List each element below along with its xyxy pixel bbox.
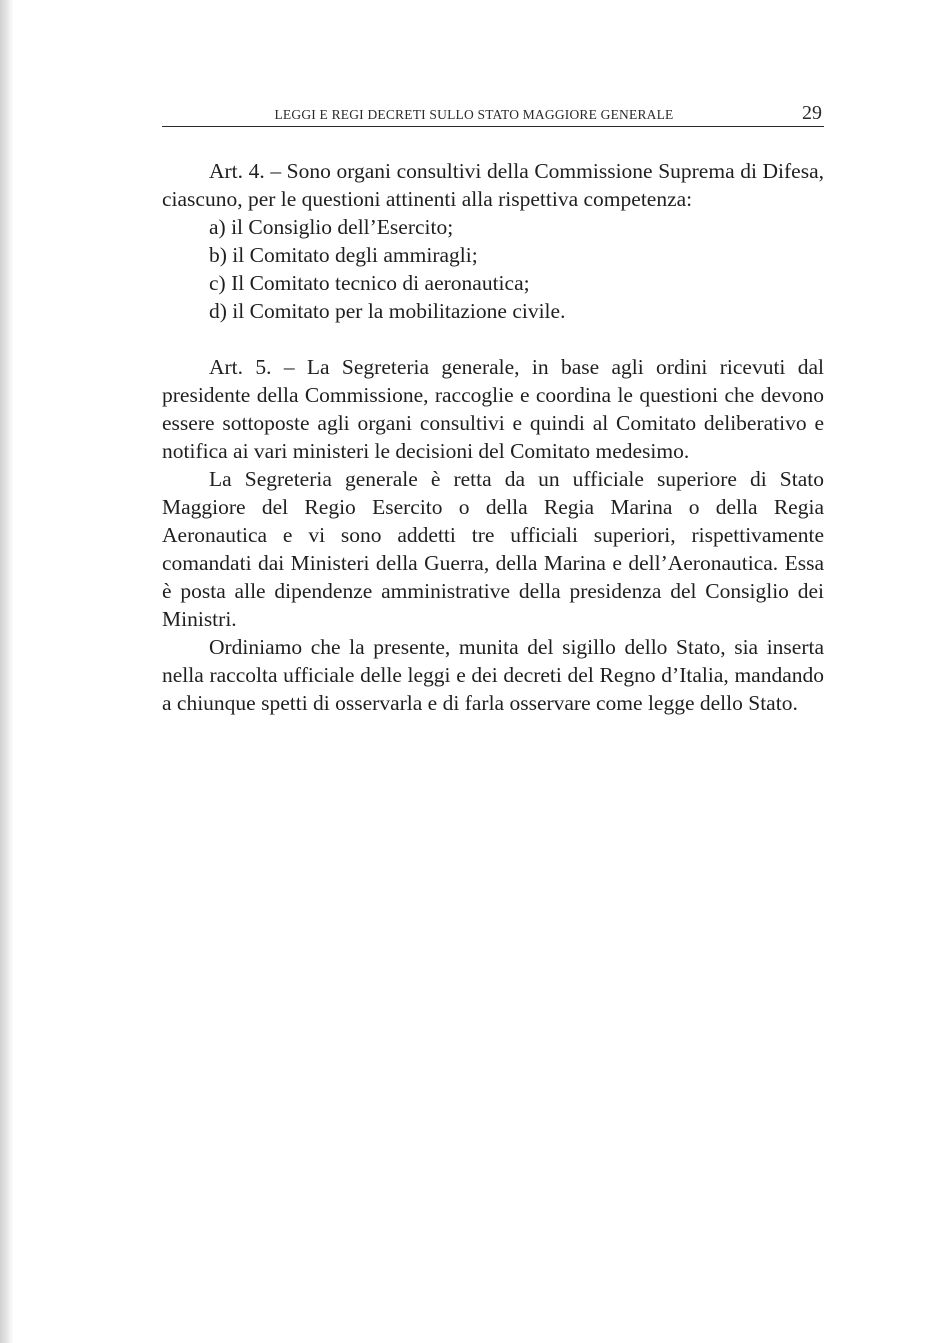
page-number: 29	[802, 102, 822, 124]
art5-paragraph-1: Art. 5. – La Segreteria generale, in base agli ordini ricevuti dal presidente della Commissione, raccoglie e coordina le questioni che devono essere sottoposte agli organi consultivi e quindi al Comitato deliberativo e notifica ai vari ministeri le decisioni del Comitato medesimo.	[162, 355, 824, 463]
art4-item-b: b) il Comitato degli ammiragli;	[209, 243, 478, 267]
page-header	[162, 102, 824, 127]
art4-item-d: d) il Comitato per la mobilitazione civile.	[209, 299, 566, 323]
scan-edge-shadow	[0, 0, 14, 1343]
art4-item-a: a) il Consiglio dell’Esercito;	[209, 215, 454, 239]
art5-paragraph-2: La Segreteria generale è retta da un ufficiale superiore di Stato Maggiore del Regio Esercito o della Regia Marina o della Regia Aeronautica e vi sono addetti tre ufficiali superiori, rispettivamente comandati dai Ministeri della Guerra, della Marina e dell’Aeronautica. Essa è posta alle dipendenze amministrative della presidenza del Consiglio dei Ministri.	[162, 467, 824, 631]
art4-item-c: c) Il Comitato tecnico di aeronautica;	[209, 271, 530, 295]
body-text	[162, 157, 824, 717]
closing-paragraph: Ordiniamo che la presente, munita del sigillo dello Stato, sia inserta nella raccolta ufficiale delle leggi e dei decreti del Regno d’Italia, mandando a chiunque spetti di osservarla e di farla osservare come legge dello Stato.	[162, 635, 824, 715]
art4-intro: Art. 4. – Sono organi consultivi della Commissione Suprema di Difesa, ciascuno, per le questioni attinenti alla rispettiva competenza:	[162, 159, 824, 211]
running-title: LEGGI E REGI DECRETI SULLO STATO MAGGIORE GENERALE	[274, 107, 674, 122]
